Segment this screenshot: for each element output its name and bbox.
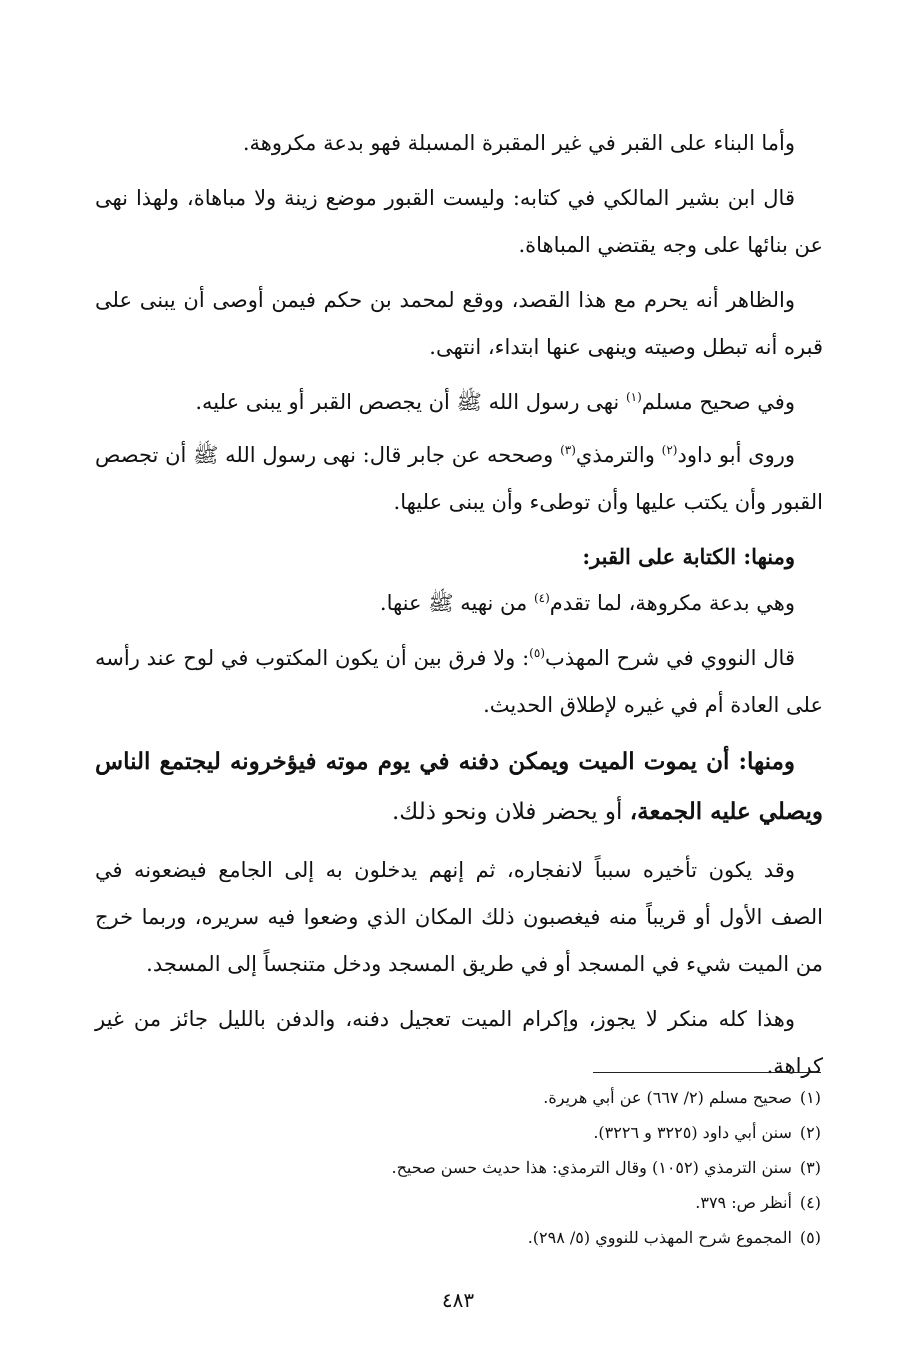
footnote-text: سنن الترمذي (١٠٥٢) وقال الترمذي: هذا حديث حسن صحيح. [391, 1158, 792, 1177]
footnote-ref[interactable]: (٤) [533, 591, 550, 605]
footnote-ref[interactable]: (١) [625, 390, 642, 404]
footnote-ref[interactable]: (٥) [529, 646, 545, 660]
footnote-text: صحيح مسلم (٢/ ٦٦٧) عن أبي هريرة. [543, 1088, 792, 1107]
paragraph-text: وروى أبو داود [677, 443, 796, 467]
footnote-ref[interactable]: (٣) [560, 443, 576, 457]
paragraph-text: وهي بدعة مكروهة، لما تقدم [549, 591, 795, 615]
paragraph-text: والترمذي [575, 443, 662, 467]
footnote-number: (٤) [799, 1193, 821, 1212]
paragraph-nawawi [95, 635, 823, 729]
paragraph-text: أو يحضر فلان ونحو ذلك. [392, 799, 630, 825]
footnote-item [93, 1115, 821, 1150]
paragraph-ibn-bashir: قال ابن بشير المالكي في كتابه: وليست القبور موضع زينة ولا مباهاة، ولهذا نهى عن بنائها على وجه يقتضي المباهاة. [95, 186, 823, 257]
paragraph-text: نهى رسول الله ﷺ أن يجصص القبر أو يبنى عليه. [195, 390, 626, 414]
footnote-item [93, 1150, 821, 1185]
footnotes-list [93, 1080, 821, 1255]
footnote-number: (٢) [799, 1123, 821, 1142]
footnote-item [93, 1080, 821, 1115]
paragraph-sahih-muslim [95, 379, 823, 426]
section-heading-delaying-burial: ومنها: أن يموت الميت ويمكن دفنه في يوم موته فيؤخرونه ليجتمع الناس ويصلي عليه الجمعة، [95, 748, 823, 825]
paragraph-text: من نهيه ﷺ عنها. [379, 591, 534, 615]
paragraph-text: وصححه عن جابر قال: نهى رسول الله ﷺ أن تجصص القبور وأن يكتب عليها وأن توطىء وأن يبنى عليها. [95, 443, 823, 514]
page-number: ٤٨٣ [441, 1288, 475, 1312]
footnote-text: المجموع شرح المهذب للنووي (٥/ ٢٩٨). [527, 1228, 792, 1247]
section-heading-writing-on-grave: ومنها: الكتابة على القبر: [582, 544, 795, 569]
paragraph-disliked-innovation [95, 580, 823, 627]
footnote-number: (١) [799, 1088, 821, 1107]
paragraph-delay-consequences: وقد يكون تأخيره سبباً لانفجاره، ثم إنهم يدخلون به إلى الجامع فيضعونه في الصف الأول أو قريباً منه فيغصبون ذلك المكان الذي وضعوا فيه سريره، وربما خرج من الميت شيء في المسجد أو في طريق المسجد ودخل متنجساً إلى المسجد. [95, 858, 823, 976]
paragraph-abu-dawud [95, 432, 823, 526]
footnote-item [93, 1185, 821, 1220]
footnote-text: سنن أبي داود (٣٢٢٥ و ٣٢٢٦). [593, 1123, 792, 1142]
footnote-ref[interactable]: (٢) [661, 443, 678, 457]
footnote-text: أنظر ص: ٣٧٩. [695, 1193, 792, 1212]
paragraph-text: قال النووي في شرح المهذب [545, 646, 795, 670]
paragraph-text: : ولا فرق بين أن يكون المكتوب في لوح عند رأسه على العادة أم في غيره لإطلاق الحديث. [95, 646, 823, 717]
footnote-number: (٥) [799, 1228, 821, 1247]
paragraph-text: وفي صحيح مسلم [641, 390, 795, 414]
section-delaying-burial [95, 737, 823, 837]
paragraph-conclusion: وهذا كله منكر لا يجوز، وإكرام الميت تعجيل دفنه، والدفن بالليل جائز من غير كراهة. [95, 1007, 823, 1078]
footnote-divider [593, 1072, 821, 1073]
paragraph-building-on-grave: وأما البناء على القبر في غير المقبرة المسبلة فهو بدعة مكروهة. [242, 131, 795, 155]
paragraph-muhammad-bin-hakam: والظاهر أنه يحرم مع هذا القصد، ووقع لمحمد بن حكم فيمن أوصى أن يبنى على قبره أنه تبطل وصيته وينهى عنها ابتداء، انتهى. [95, 288, 823, 359]
footnote-number: (٣) [799, 1158, 821, 1177]
footnote-item [93, 1220, 821, 1255]
